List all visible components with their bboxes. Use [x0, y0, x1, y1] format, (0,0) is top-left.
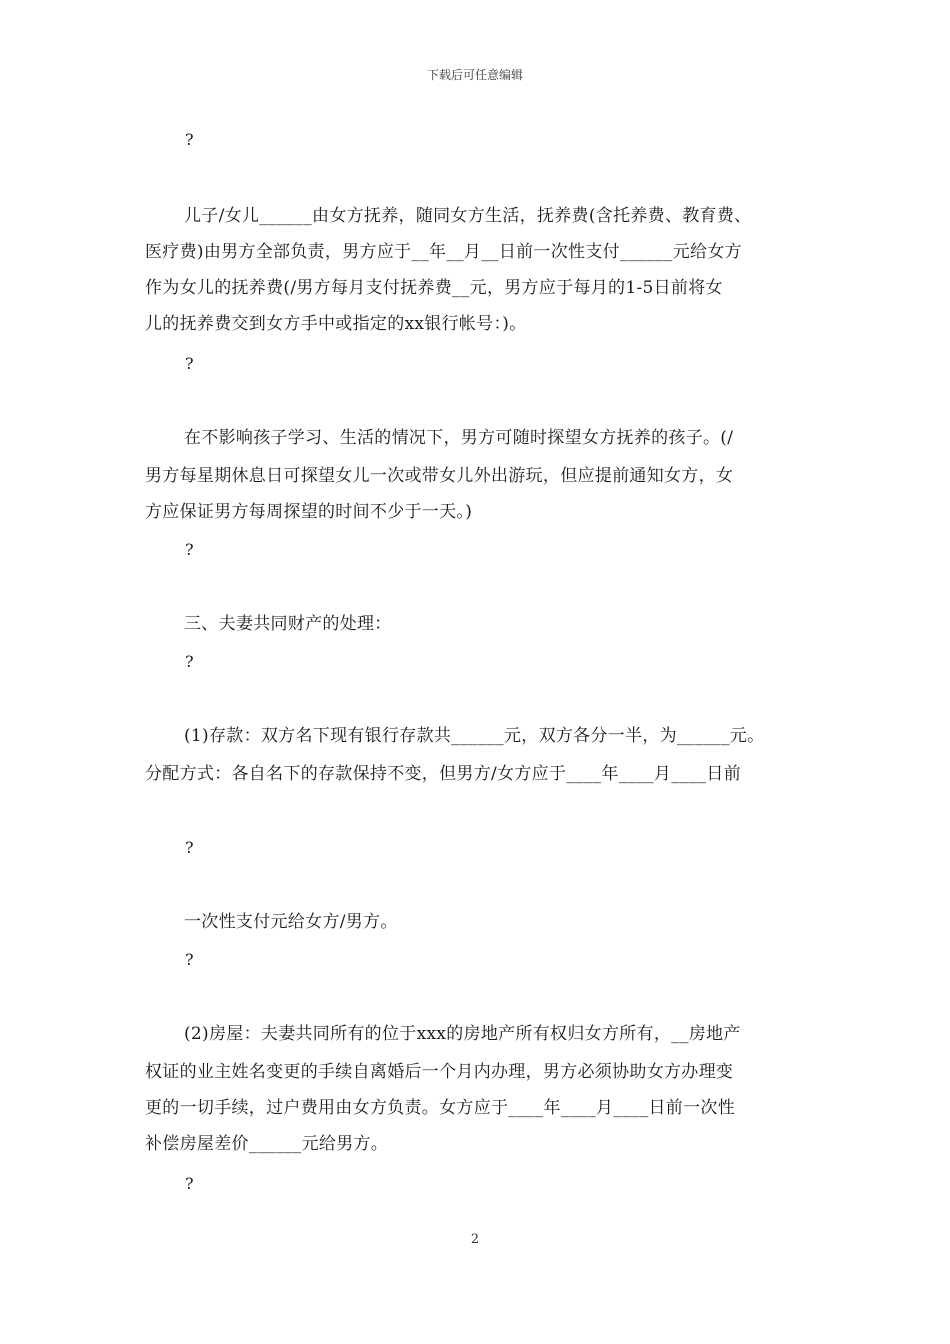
section-heading: 三、夫妻共同财产的处理： — [184, 614, 392, 634]
paragraph-line: 权证的业主姓名变更的手续自离婚后一个月内办理，男方必须协助女方办理变 — [145, 1062, 734, 1082]
question-mark: ? — [185, 652, 194, 671]
paragraph-line: 补偿房屋差价______元给男方。 — [145, 1134, 389, 1154]
page-header: 下载后可任意编辑 — [426, 68, 523, 82]
paragraph-line: 一次性支付元给女方/男方。 — [184, 912, 398, 932]
paragraph-line: 在不影响孩子学习、生活的情况下，男方可随时探望女方抚养的孩子。(/ — [184, 428, 734, 448]
paragraph-line: 更的一切手续，过户费用由女方负责。女方应于____年____月____日前一次性 — [145, 1098, 735, 1118]
question-mark: ? — [185, 540, 194, 559]
paragraph-line: 男方每星期休息日可探望女儿一次或带女儿外出游玩，但应提前通知女方，女 — [145, 466, 734, 486]
question-mark: ? — [185, 950, 194, 969]
question-mark: ? — [185, 838, 194, 857]
page-number: 2 — [470, 1232, 480, 1247]
question-mark: ? — [185, 1174, 194, 1193]
paragraph-line: 医疗费)由男方全部负责，男方应于__年__月__日前一次性支付______元给女方 — [145, 242, 742, 262]
question-mark: ? — [185, 354, 194, 373]
paragraph-line: 方应保证男方每周探望的时间不少于一天。) — [145, 502, 473, 522]
paragraph-line: (2)房屋：夫妻共同所有的位于xxx的房地产所有权归女方所有，__房地产 — [184, 1024, 741, 1044]
paragraph-line: (1)存款：双方名下现有银行存款共______元，双方各分一半，为______元。 — [184, 726, 765, 746]
paragraph-line: 儿子/女儿______由女方抚养，随同女方生活，抚养费(含托养费、教育费、 — [184, 206, 752, 226]
paragraph-line: 儿的抚养费交到女方手中或指定的xx银行帐号：)。 — [145, 314, 527, 334]
question-mark: ? — [185, 130, 194, 149]
paragraph-line: 作为女儿的抚养费(/男方每月支付抚养费__元，男方应于每月的1-5日前将女 — [145, 278, 723, 298]
paragraph-line: 分配方式：各自名下的存款保持不变，但男方/女方应于____年____月____日前 — [145, 764, 742, 784]
